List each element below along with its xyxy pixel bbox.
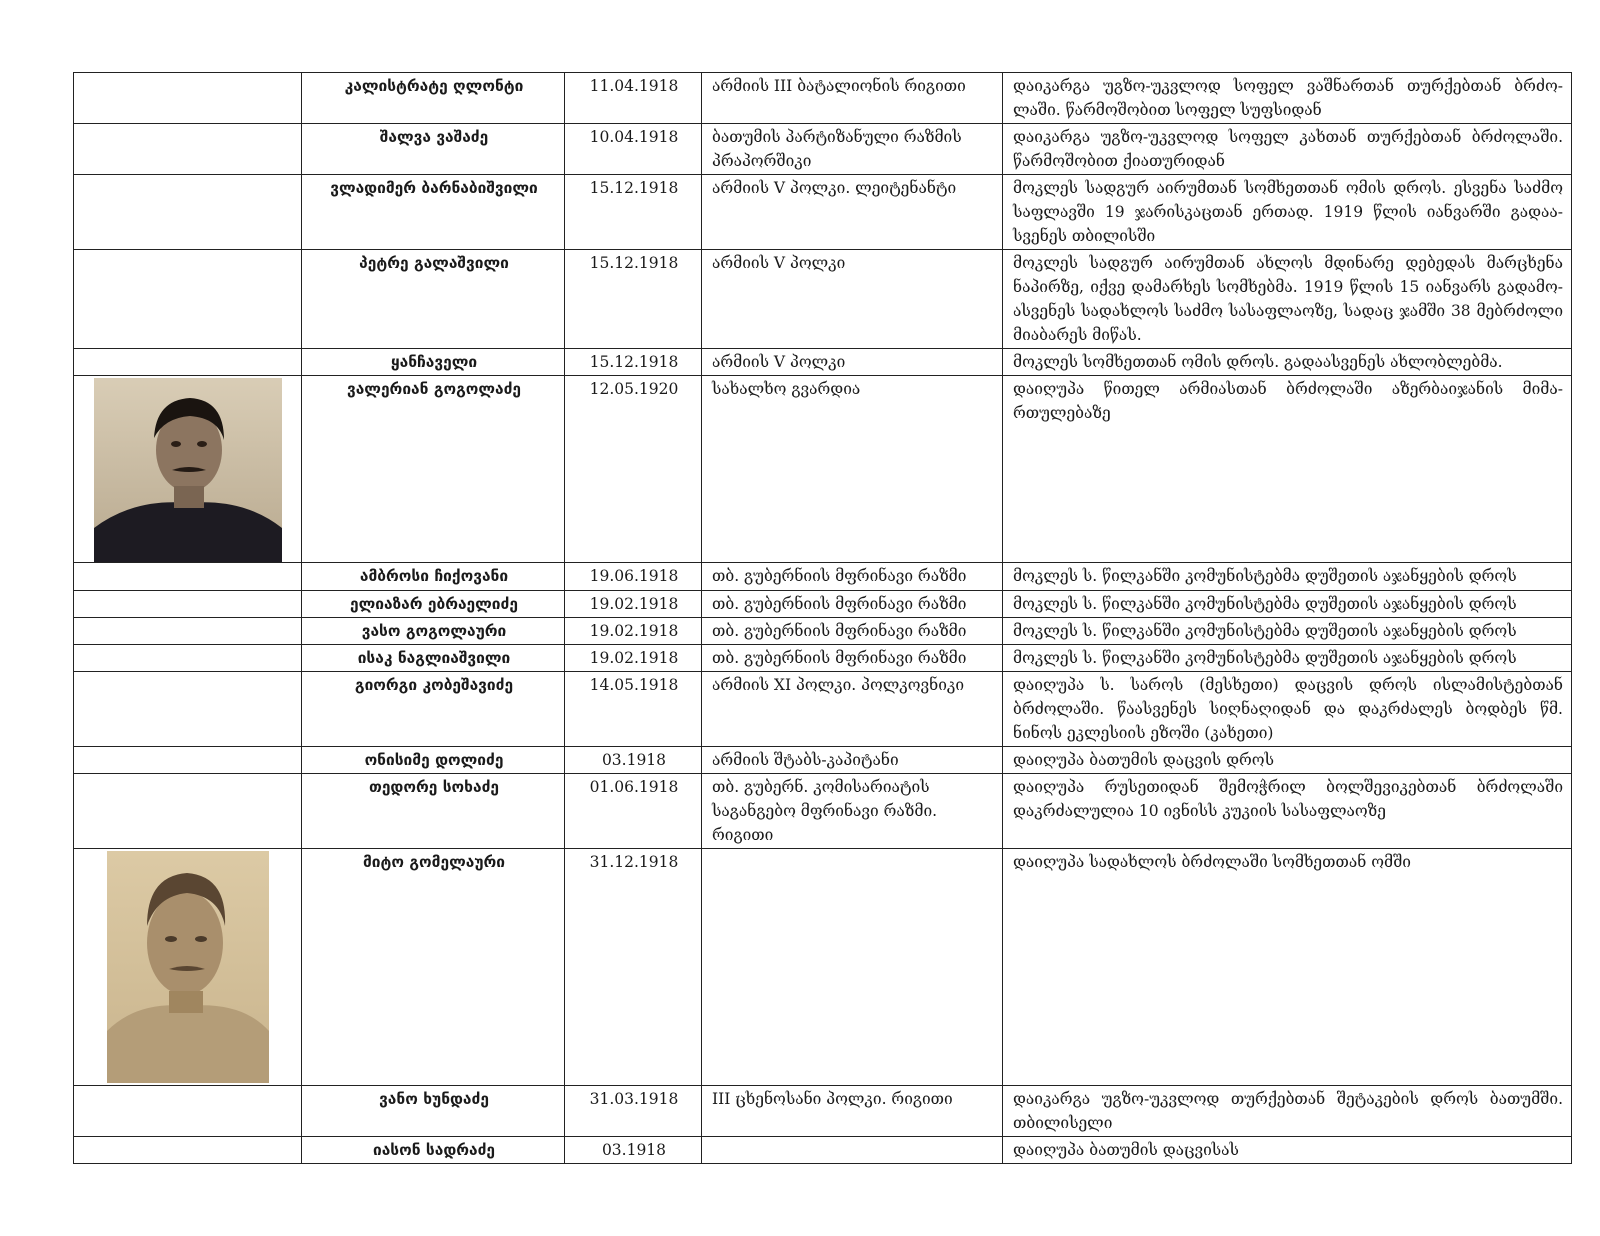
table-row xyxy=(74,618,1572,645)
photo-cell xyxy=(74,376,302,563)
photo-cell xyxy=(74,563,302,591)
unit-rank: არმიის V პოლკი xyxy=(702,349,1003,376)
table-row xyxy=(74,645,1572,672)
photo-cell xyxy=(74,250,302,349)
death-date: 15.12.1918 xyxy=(565,175,702,250)
circumstances: მოკლეს ს. წილკანში კომუნისტებმა დუშეთის აჯანყების დროს xyxy=(1003,563,1572,591)
photo-cell xyxy=(74,849,302,1086)
table-row xyxy=(74,747,1572,774)
soldier-name: ვანო ხუნდაძე xyxy=(302,1086,565,1137)
memorial-table xyxy=(73,72,1572,1164)
soldier-name: კალისტრატე ღლონტი xyxy=(302,73,565,124)
photo-cell xyxy=(74,1086,302,1137)
portrait-photo xyxy=(94,378,282,562)
death-date: 12.05.1920 xyxy=(565,376,702,563)
table-row xyxy=(74,563,1572,591)
death-date: 19.02.1918 xyxy=(565,618,702,645)
circumstances: დაიღუპა ს. საროს (მესხეთი) დაცვის დროს ისლამისტებთან ბრძოლაში. წაასვენეს სიღნაღიდან და დაკრძალეს ბოდბეს წმ. ნინოს ეკლესიის ეზოში (კახეთი) xyxy=(1003,672,1572,747)
soldier-name: ამბროსი ჩიქოვანი xyxy=(302,563,565,591)
unit-rank xyxy=(702,849,1003,1086)
table-row xyxy=(74,250,1572,349)
soldier-name: პეტრე გალაშვილი xyxy=(302,250,565,349)
circumstances: მოკლეს ს. წილკანში კომუნისტებმა დუშეთის აჯანყების დროს xyxy=(1003,618,1572,645)
photo-cell xyxy=(74,73,302,124)
unit-rank: თბ. გუბერნიის მფრინავი რაზმი xyxy=(702,563,1003,591)
unit-rank xyxy=(702,1137,1003,1164)
soldier-name: ვასო გოგოლაური xyxy=(302,618,565,645)
photo-cell xyxy=(74,175,302,250)
table-row xyxy=(74,591,1572,618)
unit-rank: არმიის III ბატალიონის რიგითი xyxy=(702,73,1003,124)
photo-cell xyxy=(74,349,302,376)
photo-cell xyxy=(74,618,302,645)
circumstances: დაიკარგა უგზო-უკვლოდ სოფელ ვაშნართან თურქებთან ბრძო-ლაში. წარმოშობით სოფელ სუფსიდან xyxy=(1003,73,1572,124)
photo-cell xyxy=(74,774,302,849)
unit-rank: ბათუმის პარტიზანული რაზმის პრაპორშიკი xyxy=(702,124,1003,175)
death-date: 19.06.1918 xyxy=(565,563,702,591)
photo-cell xyxy=(74,645,302,672)
table-row xyxy=(74,1137,1572,1164)
death-date: 31.12.1918 xyxy=(565,849,702,1086)
soldier-name: მიტო გომელაური xyxy=(302,849,565,1086)
soldier-name: ისაკ ნაგლიაშვილი xyxy=(302,645,565,672)
soldier-name: ვლადიმერ ბარნაბიშვილი xyxy=(302,175,565,250)
table-row xyxy=(74,672,1572,747)
table-row xyxy=(74,124,1572,175)
death-date: 11.04.1918 xyxy=(565,73,702,124)
death-date: 14.05.1918 xyxy=(565,672,702,747)
circumstances: დაიღუპა რუსეთიდან შემოჭრილ ბოლშევიკებთან ბრძოლაში დაკრძალულია 10 ივნისს კუკიის სასაფლაოზე xyxy=(1003,774,1572,849)
photo-cell xyxy=(74,672,302,747)
circumstances: მოკლეს ს. წილკანში კომუნისტებმა დუშეთის აჯანყების დროს xyxy=(1003,645,1572,672)
table-row xyxy=(74,1086,1572,1137)
soldier-name: ელიაზარ ებრაელიძე xyxy=(302,591,565,618)
photo-cell xyxy=(74,124,302,175)
table-row xyxy=(74,774,1572,849)
unit-rank: თბ. გუბერნიის მფრინავი რაზმი xyxy=(702,618,1003,645)
unit-rank: III ცხენოსანი პოლკი. რიგითი xyxy=(702,1086,1003,1137)
death-date: 10.04.1918 xyxy=(565,124,702,175)
circumstances: მოკლეს სადგურ აირუმთან ახლოს მდინარე დებედას მარცხენა ნაპირზე, იქვე დამარხეს სომხებმა. 1919 წლის 15 იანვარს გადამო-ასვენეს სადახლოს საძმო სასაფლაოზე, სადაც ჯამში 38 მებრძოლი მიაბარეს მიწას. xyxy=(1003,250,1572,349)
table-row xyxy=(74,349,1572,376)
photo-cell xyxy=(74,1137,302,1164)
unit-rank: არმიის XI პოლკი. პოლკოვნიკი xyxy=(702,672,1003,747)
soldier-name: ყანჩაველი xyxy=(302,349,565,376)
circumstances: დაიკარგა უგზო-უკვლოდ სოფელ კახთან თურქებთან ბრძოლაში. წარმოშობით ქიათურიდან xyxy=(1003,124,1572,175)
unit-rank: არმიის შტაბს-კაპიტანი xyxy=(702,747,1003,774)
soldier-name: თედორე სოხაძე xyxy=(302,774,565,849)
photo-cell xyxy=(74,747,302,774)
table-row xyxy=(74,175,1572,250)
death-date: 03.1918 xyxy=(565,747,702,774)
soldier-name: შალვა ვაშაძე xyxy=(302,124,565,175)
death-date: 19.02.1918 xyxy=(565,645,702,672)
unit-rank: არმიის V პოლკი. ლეიტენანტი xyxy=(702,175,1003,250)
table-row xyxy=(74,849,1572,1086)
death-date: 15.12.1918 xyxy=(565,250,702,349)
soldier-name: გიორგი კობეშავიძე xyxy=(302,672,565,747)
soldier-name: ონისიმე დოლიძე xyxy=(302,747,565,774)
circumstances: დაიღუპა ბათუმის დაცვისას xyxy=(1003,1137,1572,1164)
death-date: 01.06.1918 xyxy=(565,774,702,849)
unit-rank: თბ. გუბერნ. კომისარიატის საგანგებო მფრინავი რაზმი. რიგითი xyxy=(702,774,1003,849)
circumstances: მოკლეს სომხეთთან ომის დროს. გადაასვენეს ახლობლებმა. xyxy=(1003,349,1572,376)
table-row xyxy=(74,73,1572,124)
portrait-image xyxy=(94,378,282,562)
soldier-name: ვალერიან გოგოლაძე xyxy=(302,376,565,563)
circumstances: დაიკარგა უგზო-უკვლოდ თურქებთან შეტაკების დროს ბათუმში. თბილისელი xyxy=(1003,1086,1572,1137)
photo-cell xyxy=(74,591,302,618)
table-row xyxy=(74,376,1572,563)
death-date: 15.12.1918 xyxy=(565,349,702,376)
death-date: 31.03.1918 xyxy=(565,1086,702,1137)
portrait-image xyxy=(107,851,269,1083)
portrait-photo xyxy=(107,851,269,1083)
circumstances: დაიღუპა წითელ არმიასთან ბრძოლაში აზერბაიჯანის მიმა-რთულებაზე xyxy=(1003,376,1572,563)
circumstances: დაიღუპა ბათუმის დაცვის დროს xyxy=(1003,747,1572,774)
unit-rank: სახალხო გვარდია xyxy=(702,376,1003,563)
circumstances: მოკლეს სადგურ აირუმთან სომხეთთან ომის დროს. ესვენა საძმო საფლავში 19 ჯარისკაცთან ერთად. 1919 წლის იანვარში გადაა-სვენეს თბილისში xyxy=(1003,175,1572,250)
unit-rank: თბ. გუბერნიის მფრინავი რაზმი xyxy=(702,645,1003,672)
death-date: 03.1918 xyxy=(565,1137,702,1164)
soldier-name: იასონ სადრაძე xyxy=(302,1137,565,1164)
circumstances: მოკლეს ს. წილკანში კომუნისტებმა დუშეთის აჯანყების დროს xyxy=(1003,591,1572,618)
unit-rank: არმიის V პოლკი xyxy=(702,250,1003,349)
circumstances: დაიღუპა სადახლოს ბრძოლაში სომხეთთან ომში xyxy=(1003,849,1572,1086)
unit-rank: თბ. გუბერნიის მფრინავი რაზმი xyxy=(702,591,1003,618)
death-date: 19.02.1918 xyxy=(565,591,702,618)
